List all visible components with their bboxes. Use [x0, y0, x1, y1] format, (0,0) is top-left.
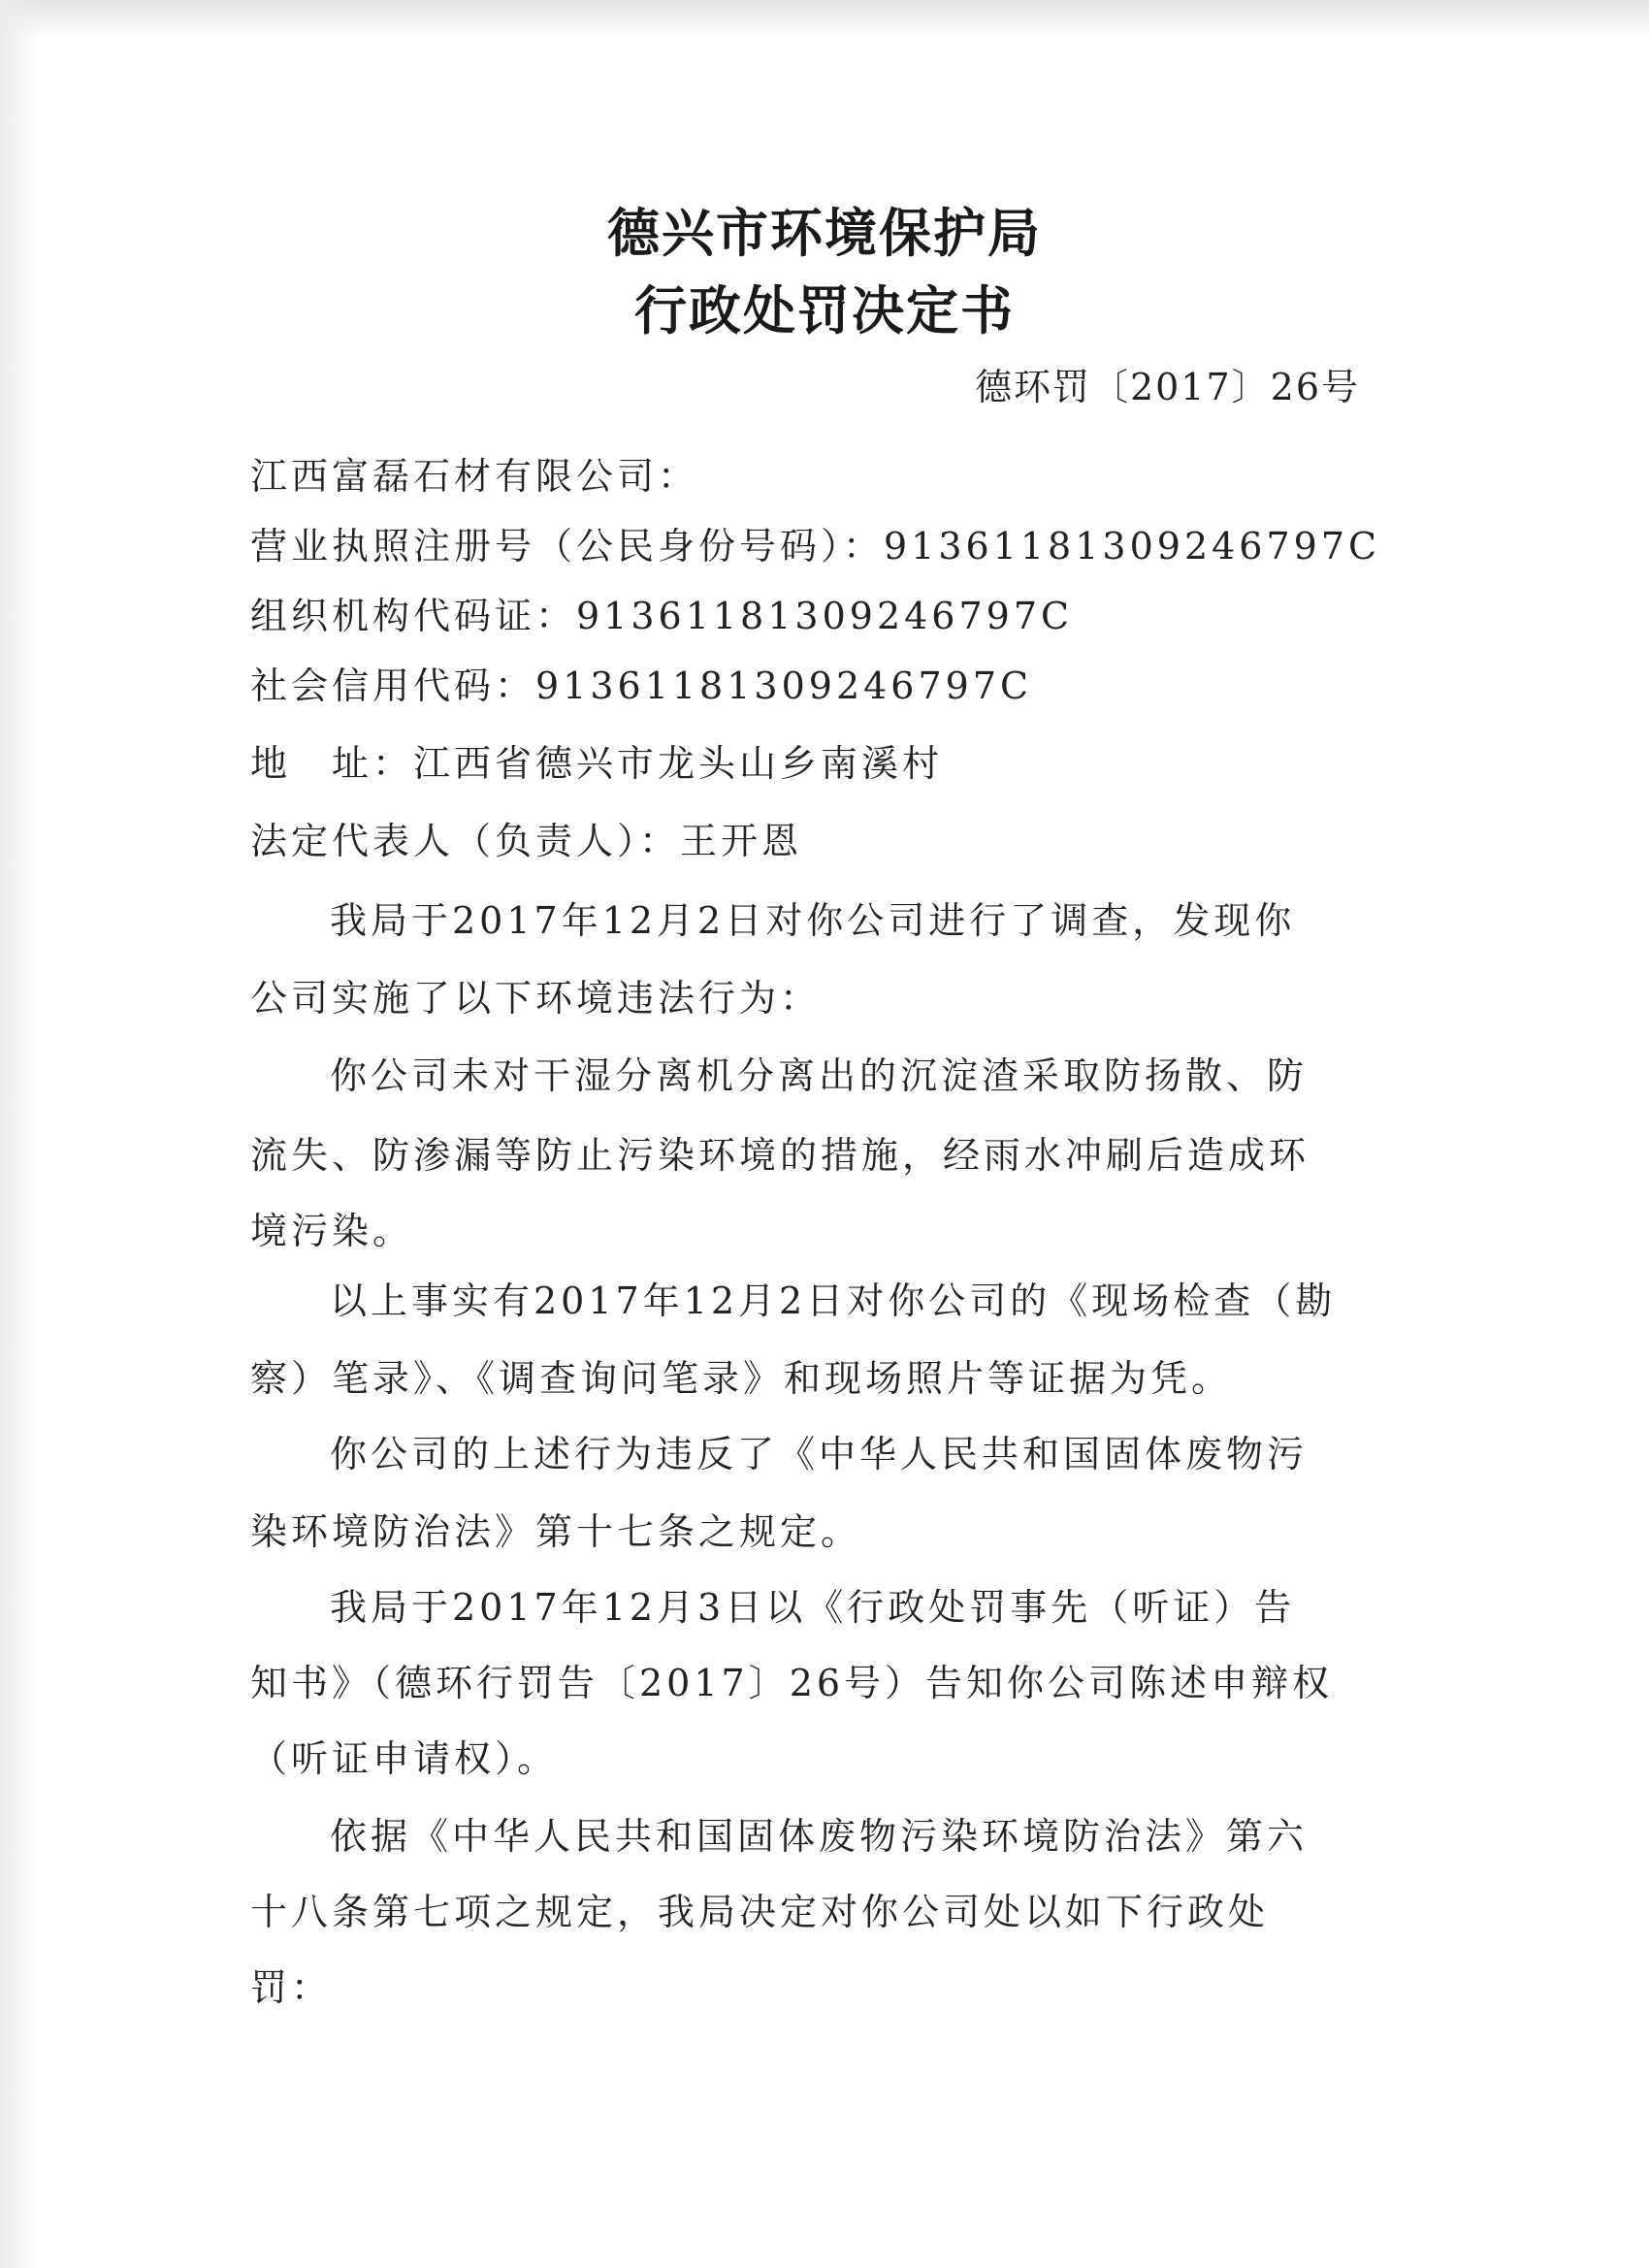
org-code: 组织机构代码证：91361181309246797C — [250, 595, 1074, 637]
document-title: 行政处罚决定书 — [634, 280, 1015, 341]
address-label: 地 址： — [250, 742, 414, 785]
document-number: 德环罚〔2017〕26号 — [974, 366, 1360, 408]
paragraph-5-line-3: （听证申请权）。 — [250, 1737, 559, 1780]
legal-representative: 法定代表人（负责人）：王开恩 — [250, 820, 803, 862]
paragraph-6-line-1: 依据《中华人民共和国固体废物污染环境防治法》第六 — [330, 1815, 1309, 1858]
paragraph-3-line-1: 以上事实有2017年12月2日对你公司的《现场检查（勘 — [330, 1280, 1337, 1322]
credit-code: 社会信用代码：91361181309246797C — [250, 664, 1033, 707]
paragraph-2-line-3: 境污染。 — [250, 1210, 414, 1252]
paragraph-2-line-2: 流失、防渗漏等防止污染环境的措施，经雨水冲刷后造成环 — [250, 1134, 1310, 1177]
license-number: 营业执照注册号（公民身份号码）：91361181309246797C — [250, 525, 1381, 567]
paragraph-5-line-2: 知书》（德环行罚告〔2017〕26号）告知你公司陈述申辩权 — [250, 1662, 1334, 1704]
paragraph-1-line-2: 公司实施了以下环境违法行为： — [250, 977, 822, 1020]
paragraph-4-line-2: 染环境防治法》第十七条之规定。 — [250, 1510, 862, 1553]
party-name: 江西富磊石材有限公司： — [250, 455, 699, 498]
paragraph-1-line-1: 我局于2017年12月2日对你公司进行了调查，发现你 — [330, 899, 1296, 942]
address-value: 江西省德兴市龙头山乡南溪村 — [413, 742, 944, 785]
paragraph-2-line-1: 你公司未对干湿分离机分离出的沉淀渣采取防扬散、防 — [330, 1054, 1309, 1097]
paragraph-6-line-3: 罚： — [250, 1966, 333, 2009]
address-line — [250, 733, 943, 787]
paragraph-4-line-1: 你公司的上述行为违反了《中华人民共和国固体废物污 — [330, 1433, 1309, 1475]
issuer-title: 德兴市环境保护局 — [607, 203, 1042, 264]
paragraph-6-line-2: 十八条第七项之规定，我局决定对你公司处以如下行政处 — [250, 1891, 1270, 1933]
paragraph-5-line-1: 我局于2017年12月3日以《行政处罚事先（听证）告 — [330, 1586, 1296, 1629]
paragraph-3-line-2: 察）笔录》、《调查询问笔录》和现场照片等证据为凭。 — [250, 1357, 1233, 1400]
